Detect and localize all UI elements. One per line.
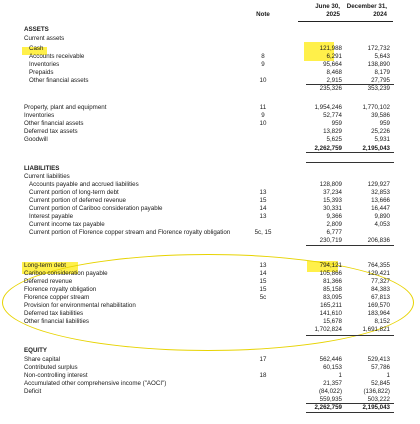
row-label: Goodwill (24, 136, 48, 143)
rule-total-liabilities (306, 335, 394, 336)
row-note: 5c, 15 (254, 229, 272, 236)
row-value-2024: 959 (379, 120, 390, 127)
header-col2 (340, 3, 387, 18)
row-value-2025: 30,331 (323, 205, 342, 212)
row-note: 18 (259, 372, 267, 379)
header-note: Note (256, 11, 270, 18)
row-value-2024: 5,931 (374, 136, 390, 143)
row-label: Deferred revenue (24, 278, 73, 285)
row-label: Florence copper stream (24, 294, 90, 301)
row-note: 11 (259, 104, 267, 111)
row-label: Deferred tax assets (24, 128, 78, 135)
row-label: Inventories (29, 61, 60, 68)
row-value-2024: 52,845 (371, 380, 390, 387)
row-label: Current liabilities (24, 173, 70, 180)
header-rule (298, 21, 393, 22)
row-label: Current assets (24, 35, 65, 42)
row-label: Property, plant and equipment (24, 104, 107, 111)
statement-row (0, 327, 420, 335)
row-value-2024: 503,222 (367, 396, 390, 403)
row-note: 5c (259, 294, 267, 301)
row-value-2025: 128,809 (319, 181, 342, 188)
row-value-2024: 129,927 (367, 181, 390, 188)
row-label: Contributed surplus (24, 364, 78, 371)
row-value-2025: (84,022) (318, 388, 342, 395)
statement-row (0, 319, 420, 327)
row-label: Cariboo consideration payable (24, 270, 108, 277)
row-value-2024: 9,890 (374, 213, 390, 220)
row-value-2024: (136,822) (363, 388, 390, 395)
row-value-2025: 83,095 (323, 294, 342, 301)
row-label: Interest payable (29, 213, 74, 220)
row-note: 15 (259, 197, 267, 204)
row-label: Non-controlling interest (24, 372, 88, 379)
row-value-2025: 15,393 (323, 197, 342, 204)
row-label: Accounts payable and accrued liabilities (29, 181, 139, 188)
row-value-2024: 2,195,043 (362, 145, 390, 152)
row-value-2024: 57,786 (371, 364, 390, 371)
row-value-2024: 16,447 (371, 205, 390, 212)
row-value-2024: 4,053 (374, 221, 390, 228)
rule-total-assets-double (306, 162, 394, 163)
row-value-2025: 52,774 (323, 112, 342, 119)
row-label: Deficit (24, 388, 42, 395)
row-value-2025: 85,158 (323, 286, 342, 293)
row-value-2024: 67,813 (371, 294, 390, 301)
row-value-2025: 2,262,759 (314, 404, 342, 411)
row-value-2024: 169,570 (367, 302, 390, 309)
row-label: Current portion of long-term debt (29, 189, 119, 196)
row-value-2025: 230,719 (319, 237, 342, 244)
row-value-2025: 21,357 (323, 380, 342, 387)
row-value-2025: 2,915 (326, 77, 342, 84)
statement-row (0, 86, 420, 94)
row-note: 15 (259, 286, 267, 293)
row-value-2025: 141,610 (319, 310, 342, 317)
row-value-2025: 2,809 (326, 221, 342, 228)
row-label: Accounts receivable (29, 53, 85, 60)
row-label: Cash (29, 45, 44, 52)
row-value-2024: 129,421 (367, 270, 390, 277)
row-label: Current portion of Cariboo consideration payable (29, 205, 163, 212)
row-label: Long-term debt (24, 262, 66, 269)
row-value-2024: 32,853 (371, 189, 390, 196)
row-value-2024: 529,413 (367, 356, 390, 363)
row-label: Current portion of Florence copper stream and Florence royalty obligation (29, 229, 231, 236)
row-value-2025: 95,664 (323, 61, 342, 68)
row-value-2025: 1,954,246 (314, 104, 342, 111)
statement-row (0, 389, 420, 397)
row-value-2025: 9,366 (326, 213, 342, 220)
rule-total-equity (306, 412, 394, 413)
row-value-2025: 1 (338, 372, 342, 379)
row-value-2025: 562,446 (319, 356, 342, 363)
row-value-2025: 959 (331, 120, 342, 127)
row-label: Prepaids (29, 69, 54, 76)
statement-row (0, 62, 420, 70)
row-note: 14 (259, 270, 267, 277)
row-value-2025: 5,625 (326, 136, 342, 143)
row-label: Accumulated other comprehensive income ("AOCI") (24, 380, 167, 387)
row-value-2024: 5,643 (374, 53, 390, 60)
row-note: 9 (261, 61, 265, 68)
row-value-2025: 8,468 (326, 69, 342, 76)
rule-total-assets (306, 152, 394, 153)
statement-row (0, 105, 420, 113)
row-value-2024: 84,383 (371, 286, 390, 293)
row-value-2025: 121,988 (319, 45, 342, 52)
header-col1-line1: June 30, (315, 3, 340, 10)
row-note: 15 (259, 278, 267, 285)
row-label: ASSETS (24, 26, 49, 33)
row-value-2024: 1,691,821 (362, 326, 390, 333)
rule-current-liabilities (306, 245, 394, 246)
section-heading (0, 27, 420, 35)
row-value-2025: 559,935 (319, 396, 342, 403)
row-label: Provision for environmental rehabilitation (24, 302, 136, 309)
header-col2-line1: December 31, (346, 3, 387, 10)
statement-row (0, 54, 420, 62)
row-label: Deferred tax liabilities (24, 310, 84, 317)
row-value-2024: 13,666 (371, 197, 390, 204)
row-value-2024: 138,890 (367, 61, 390, 68)
row-note: 14 (259, 205, 267, 212)
row-value-2024: 2,195,043 (362, 404, 390, 411)
row-value-2024: 77,327 (371, 278, 390, 285)
row-note: 9 (261, 112, 265, 119)
row-value-2024: 25,226 (371, 128, 390, 135)
row-value-2024: 39,586 (371, 112, 390, 119)
row-label: Other financial assets (29, 77, 89, 84)
row-note: 13 (259, 213, 267, 220)
row-note: 10 (259, 120, 267, 127)
section-heading (0, 348, 420, 356)
row-note: 13 (259, 262, 267, 269)
row-value-2024: 172,732 (367, 45, 390, 52)
row-value-2024: 183,964 (367, 310, 390, 317)
row-value-2024: 764,355 (367, 262, 390, 269)
row-label: Florence royalty obligation (24, 286, 97, 293)
statement-row (0, 137, 420, 145)
row-value-2025: 165,211 (320, 302, 342, 309)
row-value-2024: 353,239 (367, 85, 390, 92)
row-label: Other financial assets (24, 120, 84, 127)
row-label: Other financial liabilities (24, 318, 89, 325)
row-value-2025: 794,121 (319, 262, 342, 269)
header-col1-line2: 2025 (326, 10, 340, 18)
statement-row (0, 230, 420, 238)
header-col2-line2: 2024 (373, 10, 387, 18)
statement-row (0, 381, 420, 389)
row-value-2025: 60,153 (323, 364, 342, 371)
row-value-2025: 2,262,759 (314, 145, 342, 152)
row-value-2024: 1,770,102 (362, 104, 390, 111)
row-note: 17 (259, 356, 267, 363)
statement-row (0, 36, 420, 44)
row-label: Current portion of deferred revenue (29, 197, 126, 204)
row-value-2025: 81,366 (323, 278, 342, 285)
row-note: 10 (259, 77, 267, 84)
row-value-2024: 8,179 (374, 69, 390, 76)
row-value-2025: 37,234 (323, 189, 342, 196)
row-value-2025: 105,866 (319, 270, 342, 277)
row-value-2024: 206,836 (367, 237, 390, 244)
row-label: Share capital (24, 356, 61, 363)
row-value-2024: 1 (386, 372, 390, 379)
row-value-2025: 6,291 (326, 53, 342, 60)
row-value-2024: 27,795 (371, 77, 390, 84)
row-value-2025: 13,829 (323, 128, 342, 135)
row-note: 8 (261, 53, 265, 60)
row-value-2025: 6,777 (326, 229, 342, 236)
rule-equity-subtotal (306, 403, 394, 404)
row-value-2025: 15,678 (323, 318, 342, 325)
statement-row (0, 129, 420, 137)
row-value-2025: 1,702,824 (314, 326, 342, 333)
row-label: Inventories (24, 112, 55, 119)
row-note: 13 (259, 189, 267, 196)
row-label: LIABILITIES (24, 165, 60, 172)
row-label: EQUITY (24, 347, 48, 354)
row-value-2024: 8,152 (374, 318, 390, 325)
header-col1 (300, 3, 340, 18)
row-value-2025: 235,326 (319, 85, 342, 92)
rule-current-assets (306, 84, 394, 85)
row-label: Current income tax payable (29, 221, 105, 228)
